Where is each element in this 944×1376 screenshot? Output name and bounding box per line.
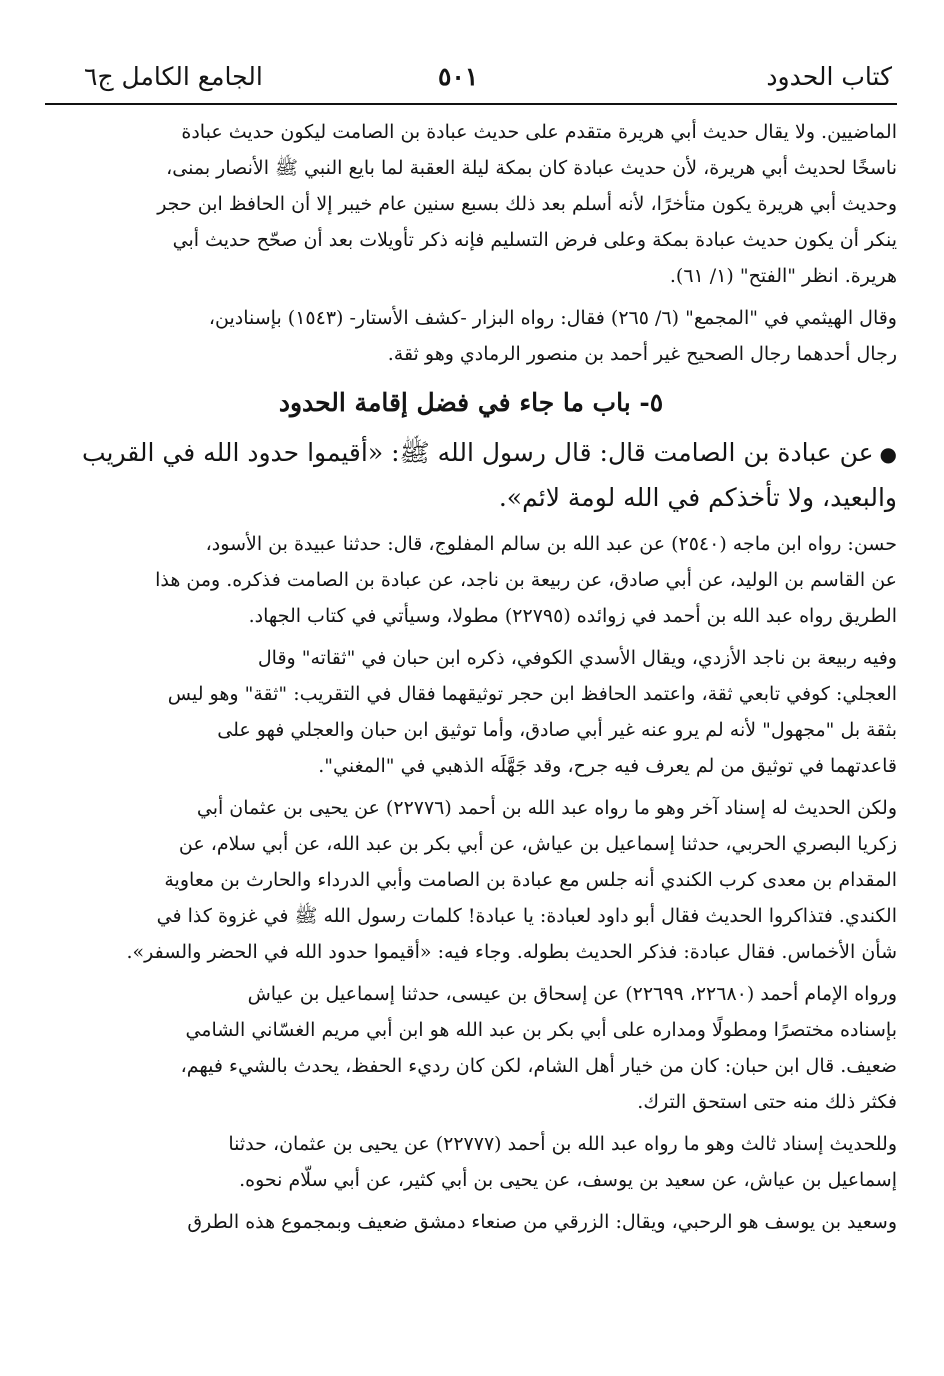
commentary-paragraph [45, 300, 897, 372]
line-text: فكثر ذلك منه حتى استحق الترك. [637, 1091, 897, 1113]
page-number: ٥٠١ [438, 62, 479, 91]
line-text: عن القاسم بن الوليد، عن أبي صادق، عن ربيعة بن ناجد، عن عبادة بن الصامت فذكره. ومن هذا [155, 569, 897, 591]
line-text: والبعيد، ولا تأخذكم في الله لومة لائم». [498, 483, 897, 512]
line-text: المقدام بن معدى كرب الكندي أنه جلس مع عبادة بن الصامت وأبي الدرداء والحارث بن معاوية [164, 869, 897, 891]
line-text: الكندي. فتذاكروا الحديث فقال أبو داود لعبادة: يا عبادة! كلمات رسول الله ﷺ في غزوة كذا في [156, 905, 897, 927]
line-text: وللحديث إسناد ثالث وهو ما رواه عبد الله بن أحمد (٢٢٧٧٧) عن يحيى بن عثمان، حدثنا [228, 1133, 897, 1155]
commentary-paragraph [45, 976, 897, 1120]
text-line [45, 976, 897, 1012]
text-line [45, 114, 897, 150]
commentary-paragraph [45, 640, 897, 784]
text-line [45, 336, 897, 372]
text-line [45, 258, 897, 294]
text-line [45, 598, 897, 634]
text-line [45, 640, 897, 676]
line-text: ضعيف. قال ابن حبان: كان من خيار أهل الشام، لكن كان رديء الحفظ، يحدث بالشيء فيهم، [180, 1055, 897, 1077]
line-text: حسن: رواه ابن ماجه (٢٥٤٠) عن عبد الله بن سالم المفلوج، قال: حدثنا عبيدة بن الأسود، [205, 533, 897, 555]
header-rule [45, 103, 897, 105]
text-line [45, 300, 897, 336]
line-text: بثقة بل "مجهول" لأنه لم يرو عنه غير أبي صادق، وأما توثيق ابن حبان والعجلي فهو على [217, 719, 897, 741]
line-text: الطريق رواه عبد الله بن أحمد في زوائده (٢٢٧٩٥) مطولا، وسيأتي في كتاب الجهاد. [248, 605, 897, 627]
text-line [45, 1204, 897, 1240]
line-text: عن عبادة بن الصامت قال: قال رسول الله ﷺ: «أقيموا حدود الله في القريب [81, 438, 874, 467]
text-line [45, 790, 897, 826]
text-line [45, 526, 897, 562]
line-text: ناسخًا لحديث أبي هريرة، لأن حديث عبادة كان بمكة ليلة العقبة لما بايع النبي ﷺ الأنصار بمنى، [166, 157, 897, 179]
commentary-paragraph [45, 1204, 897, 1240]
page-body [45, 114, 897, 1354]
line-text: ورواه الإمام أحمد (٢٢٦٨٠، ٢٢٦٩٩) عن إسحاق بن عيسى، حدثنا إسماعيل بن عياش [247, 983, 897, 1005]
text-line [45, 748, 897, 784]
text-line [45, 862, 897, 898]
line-text: الماضيين. ولا يقال حديث أبي هريرة متقدم على حديث عبادة بن الصامت ليكون حديث عبادة [181, 121, 897, 143]
line-text: رجال أحدهما رجال الصحيح غير أحمد بن منصور الرمادي وهو ثقة. [387, 343, 897, 365]
line-text: هريرة. انظر "الفتح" (١/ ٦١). [669, 265, 897, 287]
line-text: وقال الهيثمي في "المجمع" (٦/ ٢٦٥) فقال: رواه البزار -كشف الأستار- (١٥٤٣) بإسنادين، [208, 307, 897, 329]
text-line [45, 186, 897, 222]
line-text: ولكن الحديث له إسناد آخر وهو ما رواه عبد الله بن أحمد (٢٢٧٧٦) عن يحيى بن عثمان أبي [196, 797, 897, 819]
commentary-paragraph [45, 114, 897, 294]
text-line [45, 430, 897, 475]
text-line [45, 1126, 897, 1162]
text-line [45, 676, 897, 712]
line-text: زكريا البصري الحربي، حدثنا إسماعيل بن عياش، عن أبي بكر بن عبد الله، عن أبي سلام، عن [178, 833, 897, 855]
text-line [45, 1048, 897, 1084]
commentary-paragraph [45, 1126, 897, 1198]
line-text: قاعدتهما في توثيق من لم يعرف فيه جرح، وقد جَهَّلَه الذهبي في "المغني". [318, 755, 897, 777]
book-title: الجامع الكامل ج٦ [84, 62, 263, 91]
line-text: إسماعيل بن عياش، عن سعيد بن يوسف، عن يحيى بن أبي كثير، عن أبي سلّام نحوه. [239, 1169, 897, 1191]
line-text: ينكر أن يكون حديث عبادة بمكة وعلى فرض التسليم فإنه ذكر تأويلات بعد أن صحّح حديث أبي [172, 229, 897, 251]
text-line [45, 826, 897, 862]
commentary-paragraph [45, 526, 897, 634]
line-text: بإسناده مختصرًا ومطولًا ومداره على أبي بكر بن عبد الله هو ابن أبي مريم الغسّاني الشامي [185, 1019, 897, 1041]
line-text: وسعيد بن يوسف هو الرحبي، ويقال: الزرقي من صنعاء دمشق ضعيف وبمجموع هذه الطرق [187, 1211, 897, 1233]
text-line [45, 1162, 897, 1198]
text-line [45, 150, 897, 186]
text-line [45, 562, 897, 598]
line-text: شأن الأخماس. فقال عبادة: فذكر الحديث بطوله. وجاء فيه: «أقيموا حدود الله في الحضر والسفر». [126, 941, 897, 963]
text-line [45, 222, 897, 258]
text-line [45, 1012, 897, 1048]
hadith-text [45, 430, 897, 520]
bullet-icon: ● [879, 442, 897, 466]
commentary-paragraph [45, 790, 897, 970]
text-line [45, 898, 897, 934]
chapter-title: كتاب الحدود [766, 62, 892, 91]
chapter-heading: ٥- باب ما جاء في فضل إقامة الحدود [278, 388, 664, 417]
text-line [45, 712, 897, 748]
text-line [45, 934, 897, 970]
text-line [45, 475, 897, 520]
line-text: وفيه ربيعة بن ناجد الأزدي، ويقال الأسدي الكوفي، ذكره ابن حبان في "ثقاته" وقال [257, 647, 897, 669]
line-text: وحديث أبي هريرة يكون متأخرًا، لأنه أسلم بعد ذلك بسبع سنين عام خيبر إلا أن الحافظ ابن حجر [157, 193, 897, 215]
text-line [45, 1084, 897, 1120]
line-text: العجلي: كوفي تابعي ثقة، واعتمد الحافظ ابن حجر توثيقهما فقال في التقريب: "ثقة" وهو ليس [167, 683, 897, 705]
